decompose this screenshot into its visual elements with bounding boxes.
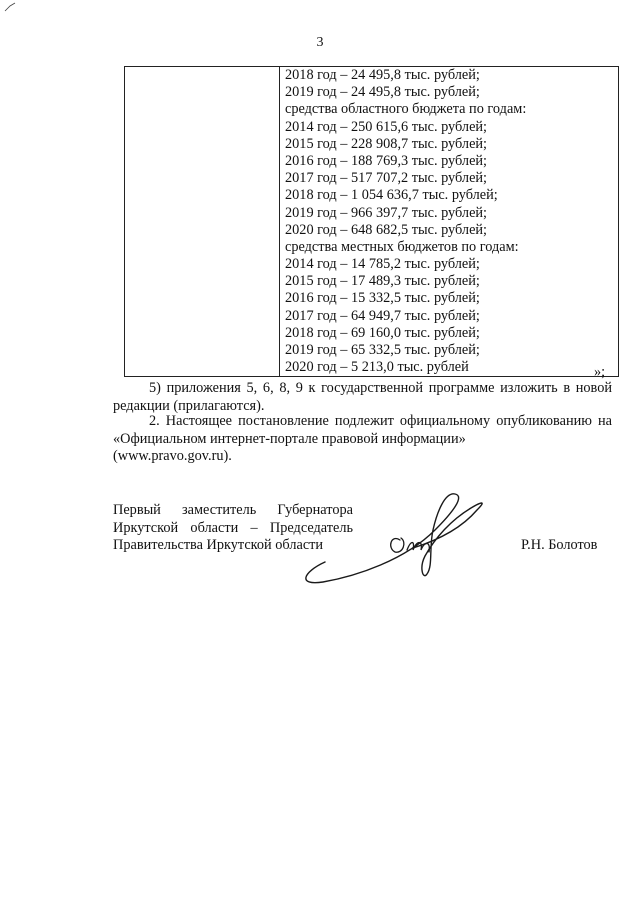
- paragraph-item-5: 5) приложения 5, 6, 8, 9 к государственной программе изложить в новой редакции (прилагаются).: [113, 380, 612, 414]
- budget-heading-regional: средства областного бюджета по годам:: [285, 101, 527, 118]
- paragraph-item-2-text: 2. Настоящее постановление подлежит официальному опубликованию на «Официальном интернет-портале правовой информации»: [113, 413, 612, 447]
- budget-line: 2016 год – 15 332,5 тыс. рублей;: [285, 290, 480, 307]
- budget-line: 2016 год – 188 769,3 тыс. рублей;: [285, 152, 488, 169]
- budget-line: 2018 год – 1 054 636,7 тыс. рублей;: [285, 187, 498, 204]
- budget-table: [124, 66, 619, 377]
- closing-quote: »;: [594, 364, 606, 380]
- budget-line: 2018 год – 69 160,0 тыс. рублей;: [285, 324, 480, 341]
- page-number: 3: [316, 35, 324, 50]
- budget-line: 2018 год – 24 495,8 тыс. рублей;: [285, 67, 480, 83]
- budget-line: 2020 год – 5 213,0 тыс. рублей: [285, 359, 469, 376]
- table-right-cell: [280, 67, 619, 377]
- paragraph-item-2: [113, 413, 612, 466]
- budget-line: 2015 год – 17 489,3 тыс. рублей;: [285, 273, 480, 290]
- budget-line: 2019 год – 65 332,5 тыс. рублей;: [285, 342, 480, 358]
- budget-line: 2019 год – 24 495,8 тыс. рублей;: [285, 84, 480, 101]
- signatory-name: Р.Н. Болотов: [521, 537, 598, 553]
- handwritten-signature: [295, 490, 495, 590]
- budget-line: 2019 год – 966 397,7 тыс. рублей;: [285, 204, 488, 221]
- budget-line: 2017 год – 517 707,2 тыс. рублей;: [285, 170, 488, 187]
- budget-line: 2014 год – 250 615,6 тыс. рублей;: [285, 118, 488, 135]
- budget-line: 2017 год – 64 949,7 тыс. рублей;: [285, 307, 480, 324]
- budget-heading-local: средства местных бюджетов по годам:: [285, 238, 519, 255]
- budget-line: 2015 год – 228 908,7 тыс. рублей;: [285, 135, 488, 152]
- signatory-title-line: Иркутской области – Председатель: [113, 519, 353, 536]
- table-row: [125, 67, 619, 377]
- budget-line: 2020 год – 648 682,5 тыс. рублей;: [285, 221, 488, 238]
- table-left-cell: [125, 67, 280, 377]
- signatory-title-line: Правительства Иркутской области: [113, 537, 324, 553]
- corner-mark-icon: [4, 2, 16, 12]
- budget-line: 2014 год – 14 785,2 тыс. рублей;: [285, 256, 480, 273]
- signatory-title-line: Первый заместитель Губернатора: [113, 502, 353, 518]
- paragraph-item-2-link: (www.pravo.gov.ru).: [113, 448, 232, 464]
